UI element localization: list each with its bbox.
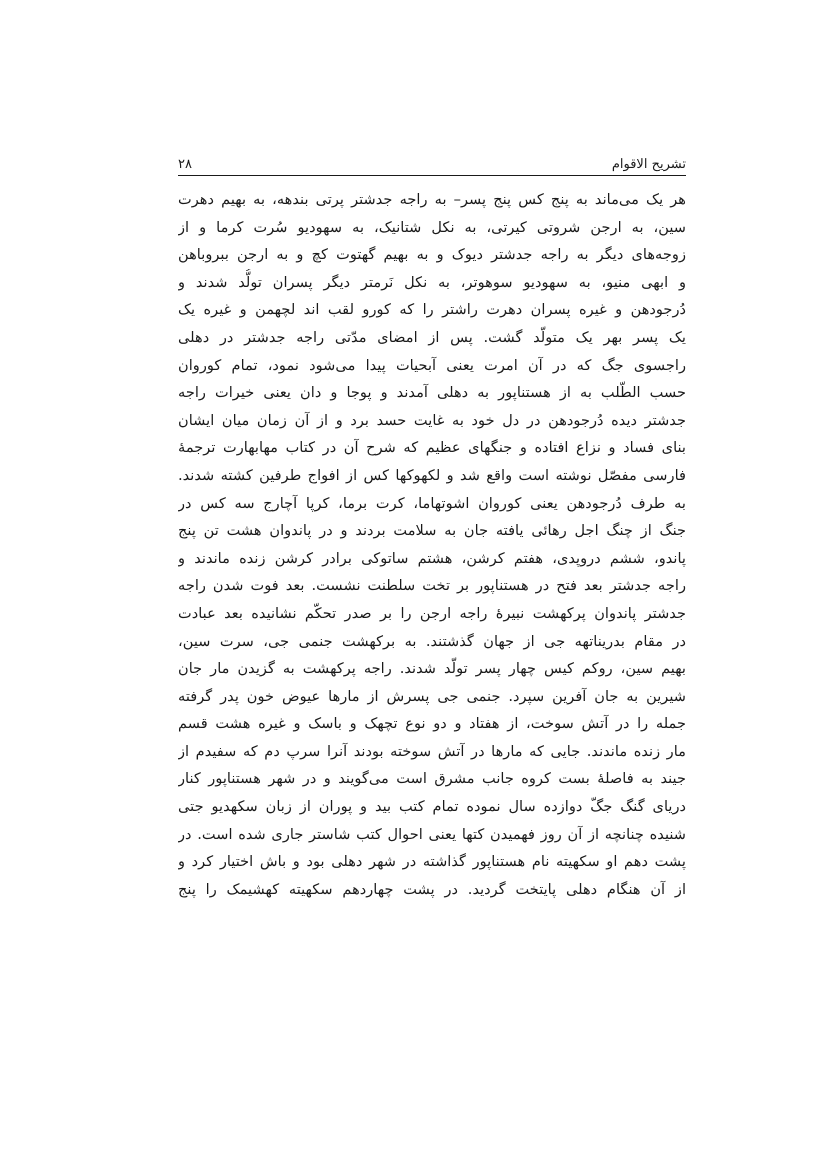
text-line: شنیده چنانچه از آن روز فهمیدن کتها یعنی احوال کتب شاستر جاری شده است. در <box>178 825 686 843</box>
text-line: پاندو، ششم دروپدی، هفتم کرشن، هشتم ساتوکی برادر کرشن زنده ماندند و <box>178 549 686 567</box>
text-line: به طرف دُرجودهن یعنی کوروان اشوتهاما، کرت برما، کرپا آچارج سه کس در <box>178 494 686 512</box>
body-text <box>178 186 686 903</box>
text-line: دریای گنگ جگّ دوازده سال نموده تمام کتب بید و پوران از زبان سکهدیو جتی <box>178 798 686 816</box>
text-line: مار زنده ماندند. جایی که مارها در آتش سوخته بودند آنرا سرپ دم که سفیدم از <box>178 742 686 760</box>
text-line: فارسی مفصّل نوشته است واقع شد و لکهوکها کس از افواج طرفین کشته شدند. <box>178 466 686 484</box>
text-line: پشت دهم او سکهیته نام هستناپور گذاشته در شهر دهلی بود و باش اختیار کرد و <box>178 853 686 871</box>
running-title: تشریح الاقوام <box>611 157 686 172</box>
text-line: راجه جدشتر بعد فتح در هستناپور بر تخت سلطنت نشست. بعد فوت شدن راجه <box>178 577 686 595</box>
text-line: زوجه‌های دیگر به راجه جدشتر دیوک و به بهیم گهتوت کچ و به ارجن ببروباهن <box>178 246 686 264</box>
text-line: بنای فساد و نزاع افتاده و جنگهای عظیم که شرح آن در کتاب مهابهارت ترجمهٔ <box>178 439 686 457</box>
text-line: جدشتر پاندوان پرکهشت نبیرهٔ راجه ارجن را بر صدر تحکّم نشانیده بعد عبادت <box>178 604 686 622</box>
text-line: از آن هنگام دهلی پایتخت گردید. در پشت چهاردهم سکهیته کهشیمک را پنج <box>178 880 686 898</box>
page-number: ۲۸ <box>178 157 192 172</box>
text-line: و ابهی منیو، به سهودیو سوهوتر، به نکل نَرمتر دیگر پسران تولُّد شدند و <box>178 273 686 291</box>
text-line: راجسوی جگ که در آن امرت یعنی آبحیات پیدا می‌شود نمود، تمام کوروان <box>178 356 686 374</box>
text-line: جدشتر دیده دُرجودهن در دل خود به غایت حسد برد و از آن زمان میان ایشان <box>178 411 686 429</box>
text-line: سین، به ارجن شروتی کیرتی، به نکل شتانیک، به سهودیو سُرت کرما و از <box>178 218 686 236</box>
text-line: یک پسر بهر یک متولّد گشت. پس از امضای مدّتی راجه جدشتر در دهلی <box>178 328 686 346</box>
text-line: جمله را در آتش سوخت، از هفتاد و دو نوع تچهک و باسک و غیره هشت قسم <box>178 715 686 733</box>
text-line: حسب الطّلب به از هستناپور به دهلی آمدند و پوجا و دان یعنی خیرات راجه <box>178 384 686 402</box>
header-rule <box>178 175 686 176</box>
text-line: بهیم سین، روکم کیس چهار پسر تولّد شدند. راجه پرکهشت به گزیدن مار جان <box>178 660 686 678</box>
text-line: دُرجودهن و غیره پسران دهرت راشتر را که کورو لقب اند لچهمن و غیره یک <box>178 301 686 319</box>
running-header <box>178 150 686 174</box>
text-line: شیرین به جان آفرین سپرد. جنمی جی پسرش از مارها عیوض خون پدر گرفته <box>178 687 686 705</box>
text-line: جنگ از چنگ اجل رهائی یافته جان به سلامت بردند و در پاندوان هشت تن پنج <box>178 522 686 540</box>
text-line: هر یک می‌ماند به پنج کس پنج پسر– به راجه جدشتر پرتی بندهه، به بهیم دهرت <box>178 191 686 208</box>
text-line: در مقام بدریناتهه جی از جهان گذشتند. به برکهشت جنمی جی، سرت سین، <box>178 632 686 650</box>
text-line: جیند به فاصلهٔ بست کروه جانب مشرق است می‌گویند و در شهر هستناپور کنار <box>178 770 686 788</box>
